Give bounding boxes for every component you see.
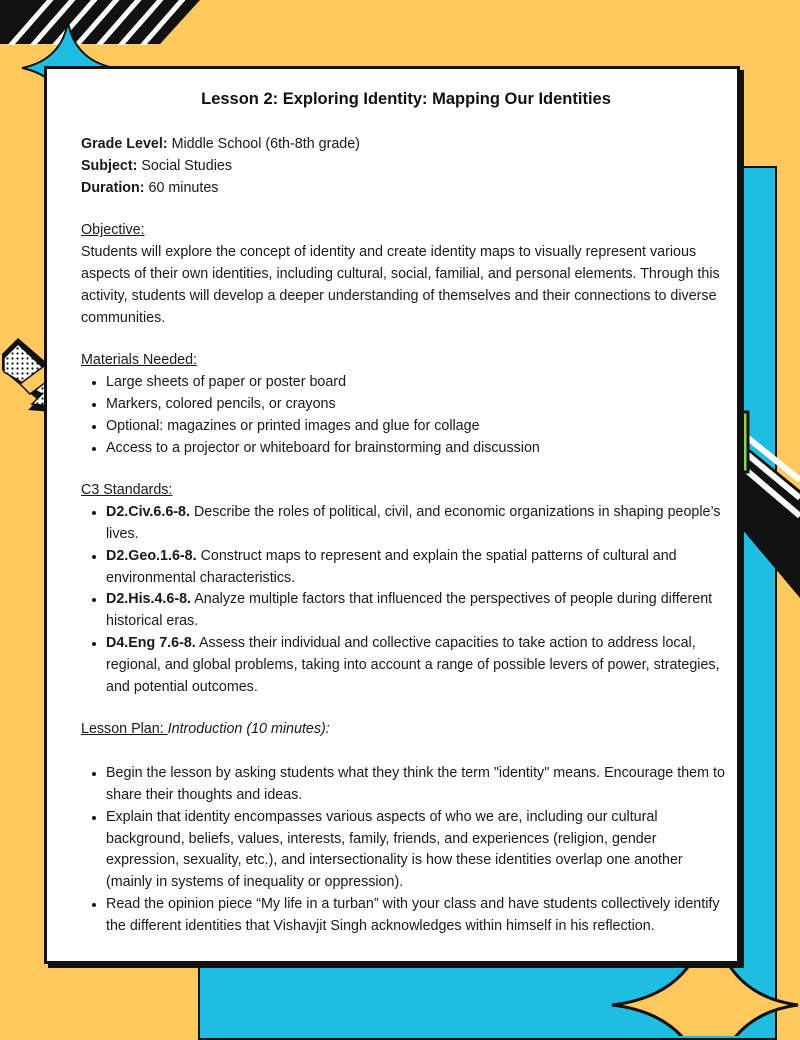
- duration-label: Duration:: [81, 179, 145, 196]
- standards-heading: C3 Standards:: [81, 482, 173, 499]
- subject-label: Subject:: [81, 157, 138, 174]
- standard-item: [106, 633, 731, 698]
- duration-value: 60 minutes: [144, 179, 219, 196]
- standard-text: Describe the roles of political, civil, and economic organizations in shaping people’s lives.: [106, 504, 721, 542]
- objective-heading: Objective:: [81, 222, 145, 239]
- standard-item: [106, 502, 731, 546]
- lesson-content: [81, 87, 731, 938]
- duration-line: [81, 178, 731, 200]
- list-item: • Begin the lesson by asking students what they think the term "identity" means. Encourage them to share their thoughts and ideas.: [106, 763, 731, 807]
- objective-text: Students will explore the concept of identity and create identity maps to visually represent various aspects of their own identities, including cultural, social, familial, and personal elements. Through this activity, students will develop a deeper understanding of themselves and their connections to diverse communities.: [81, 244, 720, 326]
- standard-text: Construct maps to represent and explain the spatial patterns of cultural and environmental characteristics.: [106, 547, 677, 586]
- standard-code: D2.Civ.6.6-8.: [106, 504, 190, 521]
- list-item: • Optional: magazines or printed images and glue for collage: [106, 416, 731, 438]
- lesson-plan-heading: Lesson Plan:: [81, 721, 168, 738]
- list-item: • Markers, colored pencils, or crayons: [106, 394, 731, 416]
- materials-heading: Materials Needed:: [81, 352, 198, 369]
- standard-code: D4.Eng 7.6-8.: [106, 634, 196, 651]
- grade-level-value: Middle School (6th-8th grade): [167, 136, 360, 152]
- grade-level-line: [81, 134, 731, 156]
- standard-code: D2.His.4.6-8.: [106, 591, 192, 608]
- lesson-card: [44, 66, 740, 964]
- list-item: • Read the opinion piece “My life in a turban” with your class and have students collectively identify the different identities that Vishavjit Singh acknowledges within himself in his reflection.: [106, 894, 731, 938]
- list-item: • Access to a projector or whiteboard for brainstorming and discussion: [106, 438, 731, 460]
- standard-text: Assess their individual and collective capacities to take action to address local, regional, and global problems, taking into account a range of possible levers of power, strategies, and potential outcomes.: [106, 634, 720, 695]
- materials-list: [81, 372, 731, 459]
- list-item: • Large sheets of paper or poster board: [106, 372, 731, 394]
- grade-level-label: Grade Level:: [81, 136, 168, 152]
- standards-list: [81, 502, 731, 698]
- lesson-plan-list: [81, 763, 731, 937]
- lesson-plan-line: [81, 719, 731, 741]
- standard-item: [106, 589, 731, 633]
- standard-text: Analyze multiple factors that influenced the perspectives of people during different historical eras.: [106, 591, 713, 630]
- introduction-heading: Introduction (10 minutes):: [167, 721, 330, 738]
- page-title: Lesson 2: Exploring Identity: Mapping Our Identities: [201, 90, 611, 108]
- subject-value: Social Studies: [137, 157, 232, 174]
- list-item: • Explain that identity encompasses various aspects of who we are, including our cultural background, beliefs, values, interests, family, friends, and experiences (religion, gender expression, sexuality, etc.), and intersectionality is how these identities overlap one another (mainly in systems of inequality or oppression).: [106, 807, 731, 894]
- subject-line: [81, 156, 731, 178]
- standard-code: D2.Geo.1.6-8.: [106, 547, 197, 564]
- standard-item: [106, 546, 731, 590]
